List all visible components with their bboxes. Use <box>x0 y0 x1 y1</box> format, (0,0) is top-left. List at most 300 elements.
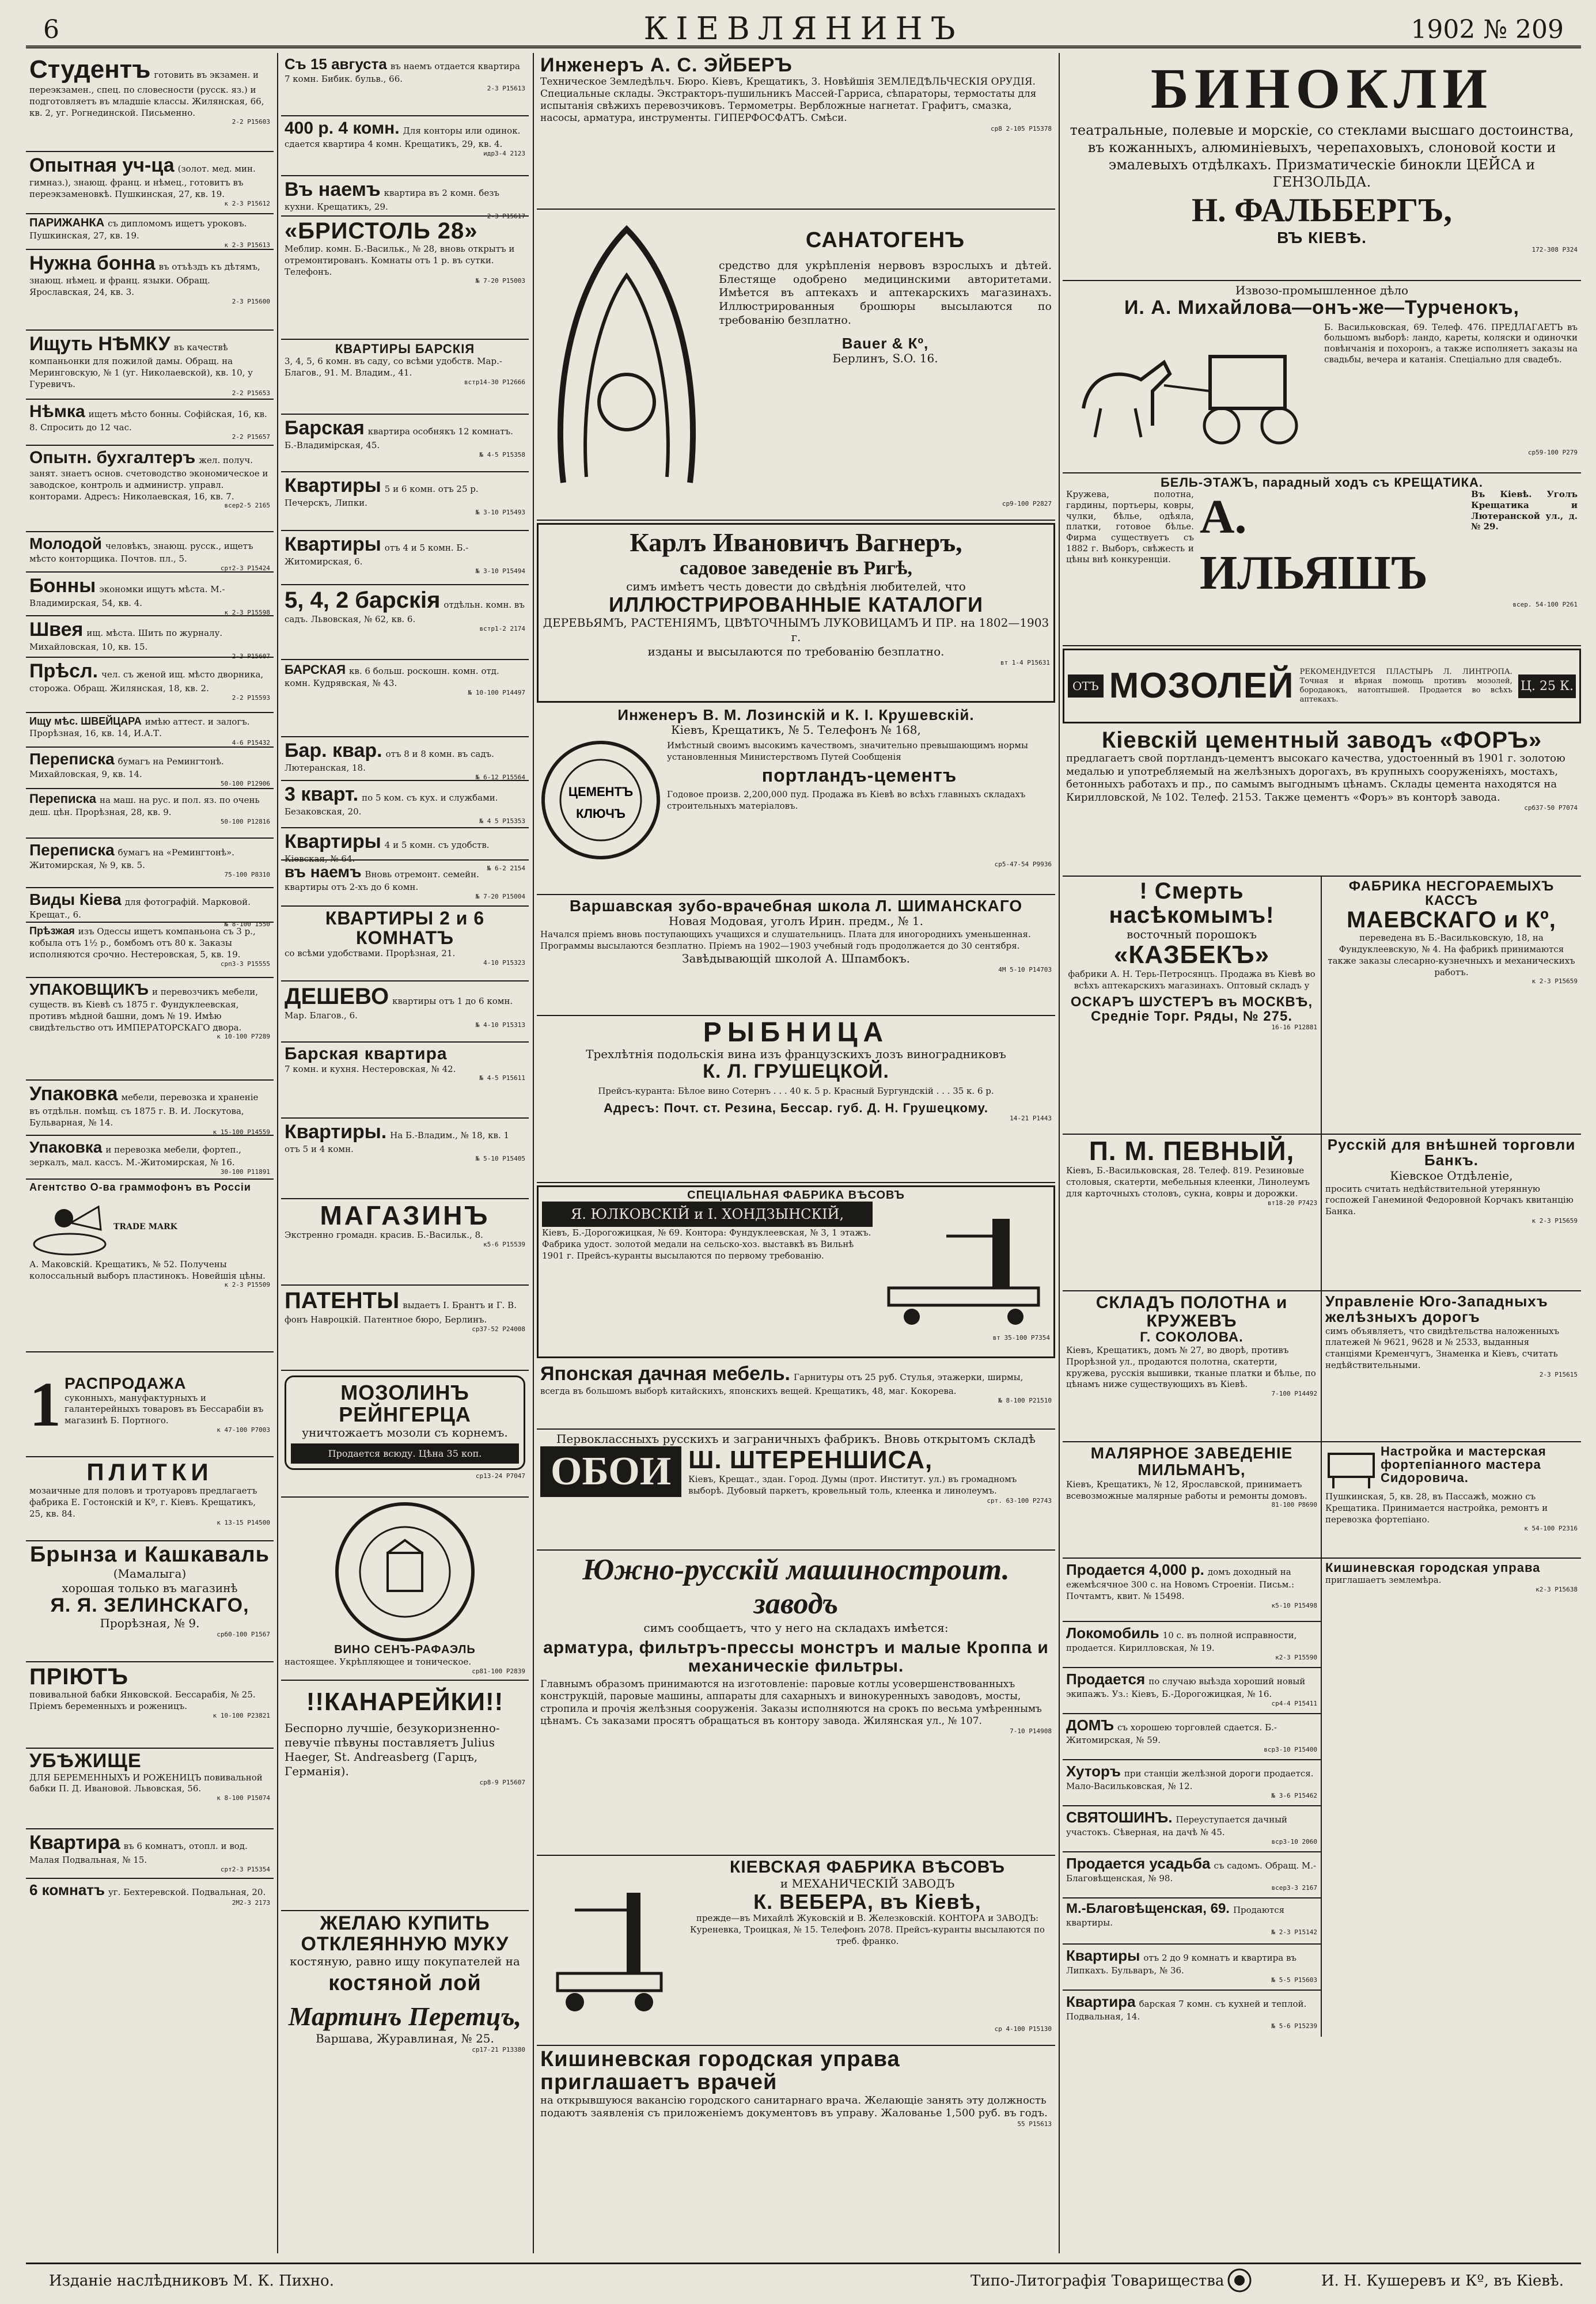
ad-ref: вср3-10 Р15400 <box>1264 1745 1317 1753</box>
ad-title: Квартира <box>1066 1993 1136 2010</box>
ad-parisian <box>26 214 274 250</box>
ad-address: Годовое произв. 2,200,000 пуд. Продажа въ Кіевѣ во всѣхъ главныхъ складахъ строительныхъ матеріаловъ. <box>667 789 1026 812</box>
ad-title: МОЗОЛИНЪ РЕЙНГЕРЦА <box>339 1381 471 1426</box>
ad-shop <box>281 1199 529 1286</box>
ad-text: мебели, перевозка и храненіе въ отдѣльн. помѣщ. съ 1875 г. В. И. Лоскутова, Бульварная, № 14. <box>29 1092 259 1128</box>
ad-bookkeeper <box>26 446 274 532</box>
ad-canaries <box>281 1681 529 1911</box>
ad-subtitle: и МЕХАНИЧЕСКІЙ ЗАВОДЪ <box>780 1876 955 1890</box>
ad-title: ВИНО СЕНЪ-РАФАЭЛЬ <box>334 1643 476 1656</box>
ad-weber-scales <box>537 1856 1055 2046</box>
ad-name: Г. СОКОЛОВА. <box>1140 1329 1244 1345</box>
ad-ref: к 2-3 Р15612 <box>224 199 270 207</box>
printer-seal-icon <box>1227 2268 1252 2293</box>
ad-title: 400 р. 4 комн. <box>285 119 400 138</box>
ad-ref: срт. 63-100 Р2743 <box>987 1497 1052 1505</box>
ad-ref: ср13-24 Р7047 <box>475 1472 525 1480</box>
ad-title: САНАТОГЕНЪ <box>805 228 965 252</box>
ad-title: ФАБРИКА НЕСГОРАЕМЫХЪ КАССЪ <box>1348 878 1555 909</box>
ad-ref: ср9-100 Р2827 <box>1002 500 1052 507</box>
ad-ref: вср3-10 2060 <box>1271 1837 1317 1846</box>
ad-text: переведена въ Б.-Васильковскую, 18, на Фундуклеевскую, № 4. На фабрикѣ принимаются также заказы слесарно-кузнечныхъ и механическихъ работъ. <box>1328 933 1575 977</box>
ad-text: Кіевъ, Б.-Васильковская, 28. Телеф. 819. Резиновые столовыя, скатерти, мебельныя клеенки, Линолеумъ для карточныхъ столовъ, сукна, ковры и дорожки. <box>1066 1165 1310 1199</box>
ad-blagoveshch <box>1063 1898 1321 1945</box>
ad-ref: к 8-100 Р15074 <box>217 1794 270 1802</box>
ad-name: Н. ФАЛЬБЕРГЪ, <box>1192 191 1452 229</box>
ad-house-sale <box>1063 1559 1321 1622</box>
ad-shelter <box>26 1662 274 1749</box>
ad-bar-apt <box>281 737 529 781</box>
ad-title: СКЛАДЪ ПОЛОТНА и КРУЖЕВЪ <box>1095 1293 1288 1331</box>
masthead <box>26 8 1581 48</box>
ad-text: по случаю выѣзда хороший новый экипажъ. Уз.: Кіевъ, Б.-Дорогожицкая, № 16. <box>1066 1676 1306 1699</box>
ad-title: УБѢЖИЩЕ <box>29 1750 142 1772</box>
ad-text: изъ Одессы ищетъ компаньона съ 3 р., кобыла отъ 1½ р., бомбомъ отъ 80 к. Заказы исполняются срочно. Нестеровская, 5, кв. 19. <box>29 926 256 960</box>
ad-ref: 2-2 Р15603 <box>232 118 270 126</box>
ad-doorman <box>26 713 274 748</box>
ad-ref: № 4-5 Р15358 <box>479 450 525 458</box>
ad-name: костяной лой <box>328 1971 482 1996</box>
ad-text: симъ объявляетъ, что свидѣтельства наложенныхъ платежей № 9621, 9628 и № 2533, выданныя станціями Кременчугъ, Знаменка и Кіевъ, считать недѣйствительными. <box>1325 1325 1560 1370</box>
ad-wagner <box>537 523 1055 703</box>
ad-text: Б. Васильковская, 69. Телеф. 476. ПРЕДЛАГАЕТЪ въ большомъ выборѣ: ландо, кареты, коляски и одиночки повѣнчанія и похоронъ, а также исполняетъ заказы на свадьбы, вечера и катанія. Спеціально для свадебъ. <box>1324 321 1578 365</box>
ad-title: БИНОКЛИ <box>1150 56 1493 120</box>
ad-text: и перевозчикъ мебели, существ. въ Кіевѣ съ 1875 г. Фундуклеевская, противъ мѣдной башни, домъ № 19. Имѣю свидѣтельство отъ ИМПЕРАТОРСКАГО двора. <box>29 987 259 1033</box>
ad-address: Берлинъ, S.O. 16. <box>832 351 938 365</box>
ad-text: 5 и 6 комн. отъ 25 р. Печерскъ, Липки. <box>285 484 479 508</box>
ad-german <box>26 400 274 446</box>
publisher-line: Изданіе наслѣдниковъ М. К. Пихно. <box>49 2272 334 2290</box>
ad-subtitle: Кіевское Отдѣленіе, <box>1390 1168 1513 1183</box>
ad-text: Экстренно громадн. красив. Б.-Васильк., 8. <box>285 1230 483 1241</box>
ad-title: Ищуть НѢМКУ <box>29 333 170 355</box>
ad-safes <box>1322 877 1581 1134</box>
ad-name: Я. ЮЛКОВСКІЙ и І. ХОНДЗЫНСКІЙ, <box>542 1202 873 1227</box>
ad-apartment <box>26 1829 274 1879</box>
ad-text: квартира особнякъ 12 комнатъ. Б.-Владимірская, 45. <box>285 426 513 450</box>
ad-scales-yulkovsky <box>537 1185 1055 1358</box>
ad-text: отдѣльн. комн. въ садъ. Львовская, № 62, кв. 6. <box>285 600 525 624</box>
ad-ref: № 7-20 Р15003 <box>475 277 525 285</box>
ad-title: И. А. Михайлова—онъ-же—Турченокъ, <box>1124 297 1520 319</box>
ad-text: бумагъ на «Ремингтонѣ». Житомирская, № 9, кв. 5. <box>29 847 234 870</box>
ad-apartments-2 <box>281 531 529 585</box>
ad-subtitle: (Мамалыга) <box>113 1566 187 1581</box>
c4-row-1 <box>1063 877 1581 1135</box>
ad-ref: ср59-100 Р279 <box>1527 448 1578 456</box>
ad-542-manor <box>281 585 529 660</box>
ad-title: Южно-русскій машиностроит. заводъ <box>582 1553 1010 1620</box>
ad-ref: 2-2 Р15653 <box>232 389 270 397</box>
ad-name: портландъ-цементъ <box>761 764 957 786</box>
ad-ref: 4-6 Р15432 <box>232 738 270 746</box>
ad-title: БАРСКАЯ <box>285 662 346 677</box>
ad-subtitle: Новая Модовая, уголъ Ирин. предм., № 1. <box>668 914 923 929</box>
ad-ref: № 3-10 Р15494 <box>475 567 525 575</box>
ad-title: Продается <box>1066 1670 1146 1688</box>
ad-german-woman <box>26 331 274 400</box>
ad-ref: срт2-3 Р15354 <box>220 1865 270 1873</box>
ad-ref: к2-3 Р15590 <box>1275 1653 1317 1661</box>
ad-ref: срп3-3 Р15555 <box>220 960 270 968</box>
ad-title: ДЕШЕВО <box>285 984 389 1009</box>
ad-text: человѣкъ, знающ. русск., ищетъ мѣсто конторщика. Почтов. пл., 5. <box>29 541 253 564</box>
ad-ref: 30-100 Р11891 <box>220 1168 270 1176</box>
ad-railway <box>1322 1291 1581 1441</box>
ad-ref: 172-308 Р324 <box>1531 246 1578 254</box>
ad-from-august <box>281 53 529 116</box>
ad-corn-plaster <box>1063 649 1581 723</box>
ad-ref: 4-10 Р15323 <box>483 958 525 967</box>
ad-title: ЖЕЛАЮ КУПИТЬ ОТКЛЕЯННУЮ МУКУ <box>301 1912 509 1955</box>
ad-text: отъ 2 до 9 комнатъ и квартира въ Липкахъ. Бульваръ, № 36. <box>1066 1953 1296 1976</box>
ad-name: Bauer & Кº, <box>841 334 929 352</box>
ad-text: съ хорошею торговлей сдается. Б.-Житомирская, № 59. <box>1066 1722 1277 1745</box>
ad-text: Продаются квартиры. <box>1066 1905 1285 1928</box>
ad-title: Въ наемъ <box>285 179 381 200</box>
ad-title: Квартиры <box>285 831 381 852</box>
ad-machine-plant <box>537 1551 1055 1856</box>
ad-piano-tuner <box>1322 1442 1581 1558</box>
ad-ref: к 13-15 Р14500 <box>217 1519 270 1527</box>
ad-text: домъ доходный на ежемѣсячное 300 с. на Новомъ Строеніи. Письм.: Почтамтъ, квит. № 15498. <box>1066 1567 1295 1601</box>
ad-ref: 50-100 Р12816 <box>220 817 270 825</box>
ad-text: РЕКОМЕНДУЕТСЯ ПЛАСТЫРЬ Л. ЛИНТРОПА. Точная и вѣрная помощь противъ мозолей, бородавокъ, натоптышей. Продается во всѣхъ аптекахъ. <box>1299 667 1512 704</box>
ad-ref: всер2-5 2165 <box>224 502 270 510</box>
ad-six-rooms <box>26 1879 274 1925</box>
ad-text: отъ 4 и 5 комн. Б.-Житомирская, 6. <box>285 543 469 567</box>
ad-text: мозаичные для половъ и тротуаровъ предлагаетъ фабрика Е. Гостонскій и Кº, г. Кіевъ. Крещатикъ, 25, кв. 84. <box>29 1486 257 1519</box>
ad-note: хорошая только въ магазинѣ <box>62 1581 238 1595</box>
ad-title: ПАТЕНТЫ <box>285 1288 400 1313</box>
ad-painter <box>1063 1442 1322 1558</box>
ad-title: Молодой <box>29 535 102 552</box>
ad-ref: 2-2 Р15593 <box>232 694 270 702</box>
ad-subtitle: восточный порошокъ <box>1127 927 1257 941</box>
ad-title: Квартиры <box>1066 1947 1140 1964</box>
ad-ref: к5-10 Р15498 <box>1271 1601 1317 1609</box>
c4-row-5 <box>1063 1559 1581 2037</box>
ad-text: въ наемъ отдается квартира 7 комн. Бибик. бульв., 66. <box>285 61 520 84</box>
ad-title: Съ 15 августа <box>285 55 387 73</box>
ad-title: Русскій для внѣшней торговли Банкъ. <box>1327 1136 1576 1169</box>
ad-address: ОСКАРЪ ШУСТЕРЪ въ МОСКВѢ, Средніе Торг. Ряды, № 275. <box>1070 994 1313 1024</box>
ad-text: костяную, равно ищу покупателей на <box>290 1954 520 1969</box>
ad-name: Ш. ШТЕРЕНШИСА, <box>688 1446 933 1475</box>
ad-ref: к 10-100 Р7289 <box>217 1033 270 1041</box>
ad-note: Завѣдывающій школой А. Шпамбокъ. <box>682 951 910 965</box>
ad-title: Ищу мѣс. ШВЕЙЦАРА <box>29 715 142 727</box>
ad-title: Управленіе Юго-Западныхъ желѣзныхъ дорогъ <box>1325 1293 1548 1326</box>
ad-brynza <box>26 1541 274 1662</box>
ad-mikhailova <box>1063 281 1581 473</box>
ad-title: Продается усадьба <box>1066 1855 1211 1872</box>
ad-ref: № 3-10 Р15493 <box>475 508 525 516</box>
ad-manor-apts <box>281 340 529 415</box>
ad-apartments-1 <box>281 472 529 531</box>
ad-ref: к5-6 Р15539 <box>483 1241 525 1249</box>
ad-title: Брынза и Кашкаваль <box>29 1543 270 1567</box>
c4-small-ads-right <box>1322 1559 1581 2037</box>
ad-title: П. М. ПЕВНЫЙ, <box>1089 1136 1295 1166</box>
ad-title: Квартиры <box>285 475 381 497</box>
ad-text: кв. 6 больш. роскошн. комн. отд. комн. Кудрявская, № 43. <box>285 666 499 688</box>
ad-ref: 14-21 Р1443 <box>1010 1114 1052 1122</box>
ad-ref: № 8-100 1550 <box>224 920 270 928</box>
ad-for-cement <box>1063 726 1581 877</box>
ad-name: арматура, фильтръ-прессы монстръ и малые Кроппа и механическіе фильтры. <box>543 1638 1049 1676</box>
printer-line: И. Н. Кушеревъ и Кº, въ Кіевѣ. <box>1321 2272 1564 2290</box>
ad-visitor <box>26 923 274 978</box>
ad-text: суконныхъ, мануфактурныхъ и галантерейныхъ товаровъ въ Бессарабіи въ магазинѣ Б. Портного. <box>65 1392 264 1426</box>
ad-ref: к 15-100 Р14559 <box>213 1128 270 1136</box>
ad-title: Нѣмка <box>29 402 85 421</box>
ad-ref: ср5-47-54 Р9936 <box>994 861 1052 869</box>
ad-title: ! Смерть насѣкомымъ! <box>1109 878 1275 928</box>
ad-text: средство для укрѣпленія нервовъ взрослыхъ и дѣтей. Блестяще одобрено медицинскими авторитетами. Имѣется въ аптекахъ и аптекарскихъ магазинахъ. Иллюстрированныя брошюры высылаются по требованію безплатно. <box>719 259 1052 327</box>
ad-text: экономки ищутъ мѣста. М.-Владимирская, 54, кв. 4. <box>29 584 225 608</box>
ad-title: СПЕЦІАЛЬНАЯ ФАБРИКА ВѢСОВЪ <box>687 1189 905 1202</box>
ad-eiber <box>537 53 1055 210</box>
ad-kishinev-surveyor <box>1322 1559 1581 1645</box>
ad-text: выдаетъ I. Брантъ и Г. В. фонъ Навроцкій. Патентное бюро, Берлинъ. <box>285 1300 517 1325</box>
ad-sanatogen <box>537 210 1055 521</box>
ad-text: чел. съ женой ищ. мѣсто дворника, сторожа. Обращ. Жилянская, 18, кв. 2. <box>29 669 264 694</box>
ad-title: ДОМЪ <box>1066 1716 1114 1734</box>
ad-ref: ср8-9 Р15607 <box>479 1779 525 1787</box>
ad-text: квартиры отъ 1 до 6 комн. Мар. Благов., 6. <box>285 996 513 1021</box>
ad-text: просить считать недѣйствительной утерянную госпожей Ганеминой Федоровной Корчакъ квитанцію Банка. <box>1325 1183 1574 1217</box>
ad-linen-store <box>1063 1291 1322 1441</box>
ad-ref: № 10-100 Р14497 <box>468 688 525 696</box>
ad-manor-apt <box>281 415 529 472</box>
column-rule <box>277 53 278 2253</box>
ad-ref: № 5-10 Р15405 <box>475 1154 525 1162</box>
ad-text: прежде—въ Михайлѣ Жуковскій и В. Железковскій. КОНТОРА и ЗАВОДЪ: Куреневка, Троицкая, № 15. Телефонъ 2078. Прейсъ-куранты высылаются по треб. франко. <box>690 1913 1045 1946</box>
ad-name: «КАЗБЕКЪ» <box>1113 941 1270 969</box>
ad-svyatoshin <box>1063 1806 1321 1852</box>
ad-ref: 2-3 Р15600 <box>232 297 270 305</box>
ad-ref: срт2-3 Р15424 <box>220 564 270 572</box>
scale-icon <box>877 1202 1050 1334</box>
ad-sale <box>26 1352 274 1457</box>
ad-title: Карлъ Ивановичъ Вагнеръ, <box>630 528 962 557</box>
ad-title: Квартиры. <box>285 1121 387 1143</box>
ad-ref: № 4 5 Р15353 <box>479 817 525 825</box>
svg-text:ЦЕМЕНТЪ: ЦЕМЕНТЪ <box>568 785 634 799</box>
ad-title: Швея <box>29 619 84 641</box>
ad-ref: 7-100 Р14492 <box>1271 1390 1317 1398</box>
ad-title: Кишиневская городская управа <box>1325 1560 1541 1575</box>
ad-name: К. ВЕБЕРА, въ Кіевѣ, <box>753 1889 981 1913</box>
ad-young-man <box>26 532 274 573</box>
ad-text: Кіевъ, Крещатикъ, № 12, Ярославской, принимаетъ всевозможные малярные работы и ремонты домовъ. <box>1066 1479 1307 1501</box>
ad-wallpaper <box>537 1430 1055 1551</box>
ad-title: Квартира <box>29 1832 120 1854</box>
ad-title: Кишиневская городская управа приглашаетъ врачей <box>540 2047 900 2094</box>
ad-tiles <box>26 1457 274 1541</box>
ad-address: Адресъ: Почт. ст. Резина, Бессар. губ. Д. Н. Грушецкому. <box>603 1100 989 1115</box>
ad-text: барская 7 комн. съ кухней и теплой. Подвальная, 14. <box>1066 1999 1307 2022</box>
ad-text: 10 с. въ полной исправности, продается. Кирилловская, № 19. <box>1066 1630 1297 1653</box>
ad-ref: 2-3 Р15615 <box>1539 1370 1578 1378</box>
ad-text: Кіевъ, Б.-Дорогожицкая, № 69. Контора: Фундуклеевская, № 3, 1 этажъ. Фабрика удост. золотой медали на сельско-хоз. выставкѣ въ Вильнѣ 1901 г. Прейсъ-куранты высылаются по первому требованію. <box>542 1227 871 1261</box>
ad-title: Локомобиль <box>1066 1624 1159 1642</box>
ad-address: Прорѣзная, № 9. <box>100 1616 200 1630</box>
ad-text: съ садомъ. Обращ. М.-Благовѣщенская, № 98. <box>1066 1860 1317 1884</box>
ad-title: Варшавская зубо-врачебная школа Л. ШИМАНСКАГО <box>569 897 1023 915</box>
ad-ref: 2М2-3 2173 <box>232 1899 270 1907</box>
c4-row-2 <box>1063 1135 1581 1291</box>
column-rule <box>1059 53 1060 2253</box>
ad-ref: срб0-100 Р1567 <box>217 1630 270 1638</box>
ad-title: Опытн. бухгалтеръ <box>29 448 196 467</box>
ad-title: МАГАЗИНЪ <box>320 1200 490 1230</box>
ad-text: по 5 ком. съ кух. и службами. Безаковская, 20. <box>285 793 498 817</box>
ad-subtitle: Трехлѣтнія подольскія вина изъ французскихъ лозъ виноградниковъ <box>586 1047 1006 1062</box>
ad-patents <box>281 1286 529 1371</box>
ad-packing-2 <box>26 1136 274 1180</box>
ad-cheap <box>281 982 529 1043</box>
ad-subtitle: ОТЪ <box>1068 674 1104 698</box>
ad-packer <box>26 978 274 1081</box>
ad-ref: № 5-5 Р15603 <box>1271 1976 1317 1984</box>
ad-bone-fat <box>281 1911 529 2113</box>
ad-subtitle: Извозо-промышленное дѣло <box>1235 283 1409 297</box>
ad-ref: 81-100 Р8690 <box>1271 1501 1317 1509</box>
ad-ref: ср81-100 Р2839 <box>472 1667 525 1675</box>
ad-title: РАСПРОДАЖА <box>65 1374 187 1393</box>
ad-text: на маш. на рус. и пол. яз. по очень деш. цѣн. Прорѣзная, 28, кв. 9. <box>29 795 260 817</box>
ad-gramophone <box>26 1180 274 1352</box>
column-4 <box>1063 53 1581 2253</box>
ad-ref: к 2-3 Р15659 <box>1531 1217 1578 1225</box>
ad-ref: к 2-3 Р15598 <box>224 608 270 616</box>
ad-title: 6 комнатъ <box>29 1881 105 1898</box>
ad-title: Бонны <box>29 575 96 597</box>
ad-ref: ср 4-100 Р15130 <box>994 2025 1052 2033</box>
ad-subtitle: симъ сообщаетъ, что у него на складахъ имѣется: <box>643 1621 949 1635</box>
ad-manor-large <box>281 660 529 737</box>
ad-title: УПАКОВЩИКЪ <box>29 980 149 998</box>
ad-signature: Мартинъ Перетцъ, <box>288 2002 522 2032</box>
ad-text: повивальной бабки Янковской. Бессарабія, № 25. Пріемъ беременныхъ и роженицъ. <box>29 1689 256 1711</box>
ad-ref: № 4-10 Р15313 <box>475 1021 525 1029</box>
ad-ref: № 6-2 2154 <box>487 864 525 872</box>
ad-typing-2 <box>26 789 274 839</box>
ad-ref: идр3-4 2123 <box>483 149 525 157</box>
ad-title: Барская квартира <box>285 1044 448 1063</box>
ad-text: квартира въ 2 комн. безъ кухни. Крещатикъ, 29. <box>285 188 499 212</box>
ad-name: Я. Я. ЗЕЛИНСКАГО, <box>50 1594 249 1616</box>
ad-carriage-sale <box>1063 1668 1321 1714</box>
ad-subtitle: БЕЛЬ-ЭТАЖЪ, парадный ходъ съ КРЕЩАТИКА. <box>1160 475 1483 490</box>
ad-title: Кіевскій цементный заводъ «ФОРЪ» <box>1101 727 1542 753</box>
ad-title: Переписка <box>29 750 115 768</box>
ad-governess <box>26 250 274 331</box>
ad-ref: № 3-6 Р15462 <box>1271 1791 1317 1799</box>
ad-text: фабрики А. Н. Терь-Петросянцъ. Продажа въ Кіевѣ во всѣхъ аптекарскихъ магазинахъ. Оптовый складъ у <box>1068 969 1316 991</box>
ad-title: Настройка и мастерская фортепіанного мастера Сидоровича. <box>1381 1444 1546 1486</box>
ad-subtitle: Первоклассныхъ русскихъ и заграничныхъ фабрикъ. Вновь открытомъ складѣ <box>556 1432 1036 1446</box>
ad-title: Студентъ <box>29 55 151 84</box>
ad-binoculars <box>1063 53 1581 281</box>
ad-bank <box>1322 1135 1581 1290</box>
column-rule <box>533 53 534 2253</box>
ad-title: ПАРИЖАНКА <box>29 217 105 229</box>
ad-text: ищетъ мѣсто бонны. Софійская, 16, кв. 8. Спросить до 12 час. <box>29 409 267 433</box>
ad-dental-school <box>537 895 1055 1016</box>
ad-subtitle: Кіевъ, Крещатикъ, № 5. Телефонъ № 168, <box>671 723 921 737</box>
scale-icon <box>540 1858 678 2025</box>
ad-text: Меблир. комн. Б.-Васильк., № 28, вновь открытъ и отремонтированъ. Комнаты отъ 1 р. въ сутки. Телефонъ. <box>285 244 515 277</box>
column-1 <box>26 53 274 2253</box>
ad-manor-7 <box>281 1043 529 1119</box>
ad-japanese-furniture <box>537 1361 1055 1430</box>
ad-ref: ср8 2-105 Р15378 <box>991 124 1052 132</box>
ad-bristol <box>281 217 529 340</box>
ad-text: Главнымъ образомъ принимаются на изготовленіе: паровые котлы усовершенствованныхъ конструкцій, паровые машины, аппараты для сахарныхъ и винокуренныхъ заводовъ, мосты, стропила и прочія желѣзныя сооруженія. Заказы исполняются на срокъ по весьма умѣреннымъ цѣнамъ. Съ заказами просятъ обращаться въ контору завода. Жилянская ул., № 107. <box>540 1678 1042 1727</box>
ad-ref: вт 35-100 Р7354 <box>992 1334 1050 1342</box>
svg-text:КЛЮЧЪ: КЛЮЧЪ <box>576 806 625 821</box>
ad-text: Прейсъ-куранта: Бѣлое вино Сотернъ . . . 40 к. 5 р. Красный Бургундскій . . . 35 к. 6 р. <box>598 1086 994 1097</box>
ad-saint-raphael <box>281 1498 529 1681</box>
newspaper-title: КІЕВЛЯНИНЪ <box>643 10 964 47</box>
ad-title: КІЕВСКАЯ ФАБРИКА ВѢСОВЪ <box>730 1858 1005 1877</box>
ad-title: ПЛИТКИ <box>86 1458 213 1486</box>
ad-text: На Б.-Владим., № 18, кв. 1 отъ 5 и 4 комн. <box>285 1130 510 1154</box>
printer-prefix: Типо-Литографія Товарищества <box>971 2272 1225 2290</box>
ad-kishinev-doctors <box>537 2046 1055 2178</box>
horse-carriage-icon <box>1066 322 1320 449</box>
ad-text: Пушкинская, 5, кв. 28, въ Пассажѣ, можно съ Крещатика. Принимается настройка, ремонтъ и перевозка фортепіано. <box>1325 1491 1548 1525</box>
ad-ref: всер3-3 2167 <box>1271 1884 1317 1892</box>
ad-apartments-5 <box>1063 1945 1321 1991</box>
ad-rybnitsa <box>537 1016 1055 1183</box>
ad-text: бумагъ на Ремингтонѣ. Михайловская, 9, кв. 14. <box>29 756 224 779</box>
ad-title: «БРИСТОЛЬ 28» <box>285 218 478 244</box>
ad-for-rent <box>281 176 529 220</box>
ad-typing-1 <box>26 748 274 789</box>
ad-text: при станціи желѣзной дороги продается. Мало-Васильковская, № 12. <box>1066 1768 1314 1791</box>
ad-apartments-4 <box>281 1119 529 1199</box>
ad-title: Прѣзжая <box>29 925 75 937</box>
ad-title: КВАРТИРЫ БАРСКІЯ <box>335 342 475 356</box>
ad-text: уг. Бехтеревской. Подвальная, 20. <box>108 1887 266 1897</box>
ad-title: 3 кварт. <box>285 783 359 805</box>
ad-ref: ср4-4 Р15411 <box>1271 1699 1317 1707</box>
ad-text: готовить въ экзамен. и переэкзамен., спец. по словесности (русск. яз.) и подготовляетъ въ младшіе классы. Жилянская, 66, кв. 2, уг. Рогнединской. Письменно. <box>29 70 264 118</box>
ad-title: Хуторъ <box>1066 1763 1121 1780</box>
issue-number: 1902 № 209 <box>1411 15 1564 44</box>
ad-text: 3, 4, 5, 6 комн. въ саду, со всѣми удобств. Мар.-Благов., 91. М. Владим., 41. <box>285 356 502 378</box>
ad-text: Вновь отремонт. семейн. квартиры отъ 2-хъ до 6 комн. <box>285 869 479 892</box>
ad-janitor <box>26 658 274 713</box>
ad-ref: срб37-50 Р7074 <box>1524 804 1578 812</box>
ad-text: предлагаетъ свой портландъ-цементъ высокаго качества, удостоенный въ 1901 г. золотою медалью и употребляемый на желѣзныхъ дорогахъ, въ крупныхъ сооруженіяхъ, мостахъ, бетонныхъ работахъ и пр., по самымъ выгоднымъ цѣнамъ. Склады цемента находятся на Кирилловской, № 102. Телеф. 2153. Также цементъ «Форъ» въ конторѣ завода. <box>1066 752 1565 804</box>
ad-address: ДЕРЕВЬЯМЪ, РАСТЕНІЯМЪ, ЦВѢТОЧНЫМЪ ЛУКОВИЦАМЪ И ПР. на 1802—1903 г. <box>543 615 1049 644</box>
ad-text: въ отъѣздъ къ дѣтямъ, знающ. нѣмец. и франц. языки. Обращ. Ярославская, 24, кв. 3. <box>29 262 260 297</box>
ad-ref: 2-3 Р15607 <box>232 652 270 660</box>
ad-refuge <box>26 1749 274 1829</box>
ad-name: МАЕВСКАГО и Кº, <box>1347 907 1556 933</box>
ad-ref: к2-3 Р15638 <box>1536 1585 1578 1593</box>
cherub-icon <box>29 1195 110 1259</box>
ad-text: для фотографій. Марковой. Крещат., 6. <box>29 897 251 920</box>
ad-three-apts <box>281 781 529 828</box>
ad-title: Бар. квар. <box>285 740 382 761</box>
ad-estate <box>1063 1852 1321 1898</box>
